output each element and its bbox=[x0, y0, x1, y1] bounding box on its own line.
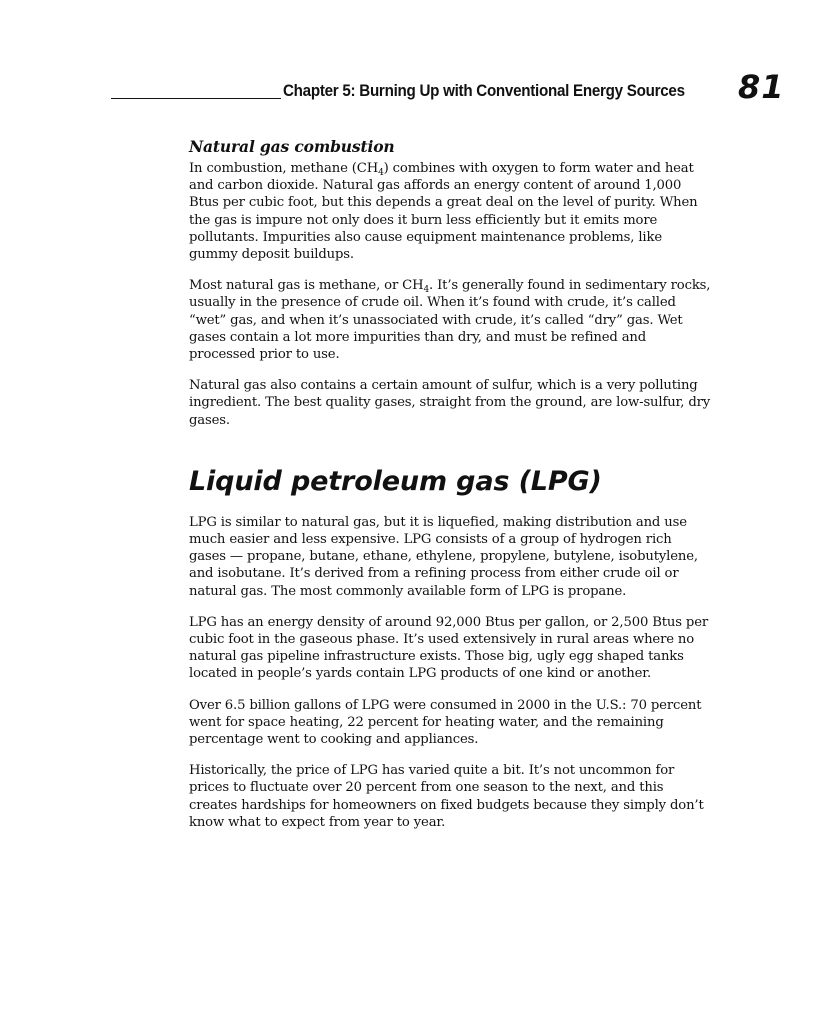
paragraph-combustion: In combustion, methane $(CH_4)$ combines with oxygen to form water and heat and carbon dioxide. Natural gas affords an energy content of around 1,000 Btus per cubic foot, but this depends a great deal on the level of purity. When the gas is impure not only does it burn less efficiently but it emits more pollutants. Impurities also cause equipment maintenance problems, like gummy deposit buildups. bbox=[189, 161, 698, 263]
paragraph-lpg-intro: LPG is similar to natural gas, but it is liquefied, making distribution and use much easier and less expensive. LPG consists of a group of hydrogen rich gases — propane, butane, ethane, ethylene, propylene, butylene, isobutylene, and isobutane. It’s derived from a refining process from either crude oil or natural gas. The most commonly available form of LPG is propane. bbox=[189, 514, 698, 599]
page-body bbox=[189, 137, 711, 845]
subhead-natural-gas-combustion: Natural gas combustion bbox=[189, 137, 395, 156]
running-header-title: Chapter 5: Burning Up with Conventional Energy Sources bbox=[283, 82, 685, 100]
paragraph-lpg-consumption: Over 6.5 billion gallons of LPG were consumed in 2000 in the U.S.: 70 percent went for space heating, 22 percent for heating water, and the remaining percentage went to cooking and appliances. bbox=[189, 697, 702, 748]
paragraph-lpg-price: Historically, the price of LPG has varied quite a bit. It’s not uncommon for prices to fluctuate over 20 percent from one season to the next, and this creates hardships for homeowners on fixed budgets because they simply don’t know what to expect from year to year. bbox=[189, 763, 704, 830]
section-heading-lpg: Liquid petroleum gas (LPG) bbox=[189, 465, 602, 497]
paragraph-methane: Most natural gas is methane, or $CH_4$. It’s generally found in sedimentary rocks, usually in the presence of crude oil. When it’s found with crude, it’s called “wet” gas, and when it’s unassociated with crude, it’s called “dry” gas. Wet gases contain a lot more impurities than dry, and must be refined and processed prior to use. bbox=[189, 278, 711, 363]
header-rule bbox=[111, 98, 281, 99]
paragraph-lpg-energy-density: LPG has an energy density of around 92,000 Btus per gallon, or 2,500 Btus per cubic foot in the gaseous phase. It’s used extensively in rural areas where no natural gas pipeline infrastructure exists. Those big, ugly egg shaped tanks located in people’s yards contain LPG products of one kind or another. bbox=[189, 614, 709, 682]
page-number: 81 bbox=[738, 68, 785, 106]
paragraph-sulfur: Natural gas also contains a certain amount of sulfur, which is a very polluting ingredient. The best quality gases, straight from the ground, are low-sulfur, dry gases. bbox=[189, 378, 711, 428]
